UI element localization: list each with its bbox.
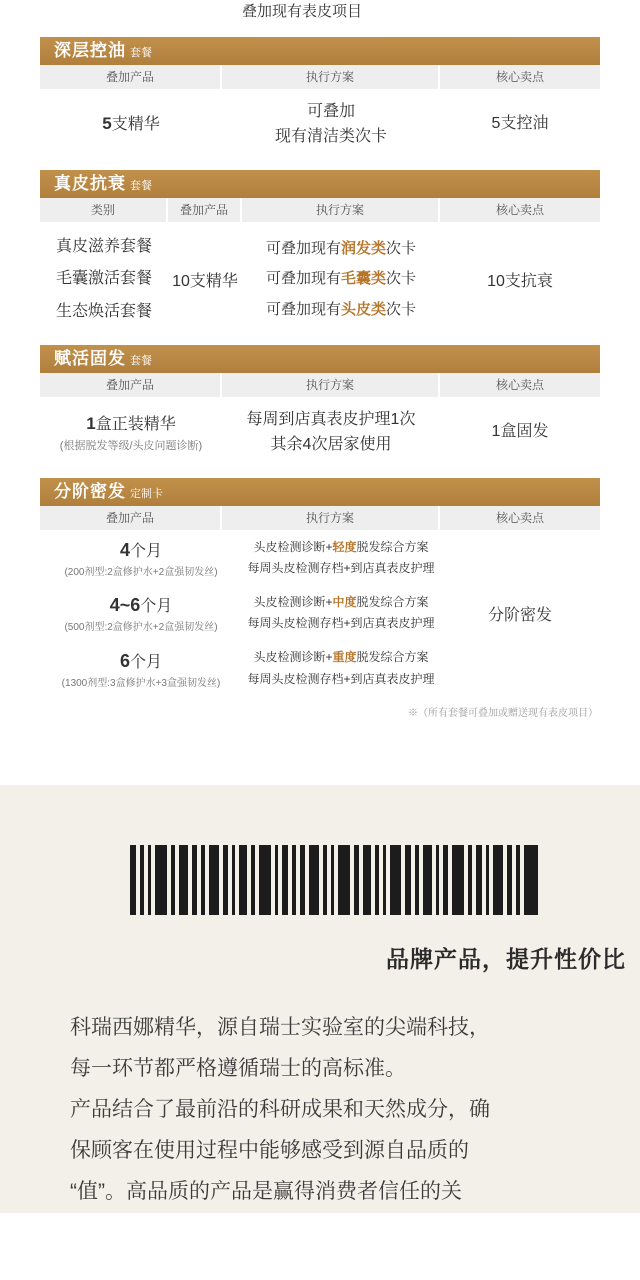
plan-highlight: 轻度 — [332, 539, 357, 554]
header-cell-plan: 执行方案 — [222, 373, 440, 397]
stage-number: 4~6 — [109, 595, 141, 616]
plan-highlight: 头皮类 — [340, 301, 386, 319]
stage-list — [40, 531, 440, 697]
barcode-bar — [375, 845, 379, 915]
stage-item — [40, 586, 440, 641]
brand-paragraph-line: 保顾客在使用过程中能够感受到源自品质的 — [70, 1138, 469, 1162]
header-cell-selling: 核心卖点 — [495, 202, 544, 217]
cell-categories — [40, 231, 168, 329]
package-title: 深层控油 — [54, 41, 126, 60]
stage-duration — [40, 593, 242, 633]
product-unit: 支精华 — [111, 116, 160, 134]
barcode-bar — [292, 845, 296, 915]
stage-duration-text — [40, 538, 242, 561]
table-row — [40, 531, 600, 697]
plan-item — [242, 295, 440, 326]
brand-body — [0, 974, 640, 1213]
table-footnote: ※（所有套餐可叠加或赠送现有表皮项目） — [408, 708, 598, 720]
stage-plan — [242, 537, 440, 580]
barcode-bar — [383, 845, 386, 915]
plan-suffix: 次卡 — [386, 239, 417, 257]
stage-note: (500剂型:2盒修护水+2盒强韧发丝) — [64, 622, 218, 634]
barcode-bar — [423, 845, 432, 915]
barcode-bar — [363, 845, 371, 915]
package-title-sub: 套餐 — [130, 179, 152, 192]
barcode-bar — [405, 845, 411, 915]
stage-plan — [242, 592, 440, 635]
barcode-bar — [259, 845, 271, 915]
barcode-bar — [323, 845, 327, 915]
package-revitalize-hair — [40, 345, 600, 468]
package-dermis-anti-aging — [40, 170, 600, 335]
barcode-bar — [354, 845, 359, 915]
plan-suffix: 脱发综合方案 — [356, 539, 429, 554]
plan-highlight: 中度 — [332, 594, 357, 609]
package-title-bar — [40, 478, 600, 506]
barcode-bar — [436, 845, 439, 915]
package-title-sub: 定制卡 — [130, 487, 163, 500]
package-deep-oil-control — [40, 37, 600, 160]
table-header-row — [40, 198, 600, 223]
stage-plan-line-1 — [242, 592, 440, 614]
table-header-row — [40, 506, 600, 531]
brand-section — [0, 785, 640, 1213]
stage-duration — [40, 538, 242, 578]
barcode-bar — [390, 845, 401, 915]
brand-paragraph-line: 产品结合了最前沿的科研成果和天然成分，确 — [70, 1098, 490, 1122]
plan-prefix: 可叠加现有 — [265, 270, 341, 288]
barcode-bar — [452, 845, 464, 915]
plan-suffix: 脱发综合方案 — [356, 649, 429, 664]
barcode-bar — [275, 845, 278, 915]
plan-line-1: 每周到店真表皮护理1次 — [246, 410, 416, 428]
stage-unit: 个月 — [130, 543, 163, 561]
package-title-bar — [40, 345, 600, 373]
category-item: 真皮滋养套餐 — [55, 237, 152, 255]
package-staged-density — [40, 478, 600, 720]
stage-plan-line-1 — [242, 647, 440, 669]
barcode-bar — [209, 845, 219, 915]
stage-item — [40, 531, 440, 586]
barcode-bar — [192, 845, 197, 915]
barcode-bar — [130, 845, 136, 915]
barcode-bar — [223, 845, 228, 915]
partial-cell-3 — [412, 0, 560, 21]
cell-plans — [242, 234, 440, 326]
barcode-bar — [201, 845, 205, 915]
stage-duration-text — [40, 593, 242, 616]
header-cell-product: 叠加产品 — [40, 373, 222, 397]
brand-paragraph-line: 科瑞西娜精华，源自瑞士实验室的尖端科技， — [70, 1016, 490, 1040]
header-cell-product: 叠加产品 — [40, 506, 222, 530]
stage-duration — [40, 649, 242, 689]
plan-highlight: 毛囊类 — [340, 270, 386, 288]
barcode-bar — [239, 845, 247, 915]
barcode-bar — [179, 845, 188, 915]
table-header-row — [40, 65, 600, 90]
barcode-bar — [282, 845, 288, 915]
barcode-bar — [415, 845, 419, 915]
cell-selling: 分阶密发 — [487, 606, 552, 624]
header-cell-product: 叠加产品 — [168, 198, 242, 222]
category-item: 生态焕活套餐 — [55, 303, 152, 321]
brand-heading: 品牌产品，提升性价比 — [386, 946, 626, 973]
plan-line-2: 其余4次居家使用 — [270, 435, 392, 453]
stage-unit: 个月 — [140, 598, 173, 616]
table-row — [40, 90, 600, 160]
barcode-bar — [507, 845, 512, 915]
stage-plan-line-2: 每周头皮检测存档+到店真表皮护理 — [247, 616, 435, 631]
cell-plan — [222, 100, 440, 150]
plan-item — [242, 234, 440, 265]
header-cell-plan: 执行方案 — [222, 506, 440, 530]
stage-duration-text — [40, 649, 242, 672]
brand-paragraph-line: 每一环节都严格遵循瑞士的高标准。 — [70, 1057, 406, 1081]
plan-highlight: 润发类 — [340, 239, 386, 257]
barcode-bar — [155, 845, 167, 915]
plan-line-1: 可叠加 — [306, 103, 355, 120]
package-title: 真皮抗衰 — [54, 173, 126, 193]
product-line — [40, 411, 222, 438]
package-title-sub: 套餐 — [130, 47, 152, 59]
stage-number: 6 — [119, 650, 130, 671]
plan-suffix: 脱发综合方案 — [356, 594, 429, 609]
plan-suffix: 次卡 — [386, 301, 417, 319]
stage-plan — [242, 647, 440, 690]
cell-product — [168, 268, 242, 291]
barcode-bar — [524, 845, 538, 915]
barcode-bar — [516, 845, 520, 915]
product-number: 1 — [86, 413, 96, 433]
plan-suffix: 次卡 — [386, 270, 417, 288]
barcode-bar — [171, 845, 175, 915]
product-note: (根据脱发等级/头皮问题诊断) — [59, 439, 203, 452]
barcode-bar — [338, 845, 350, 915]
cell-product — [40, 111, 222, 138]
category-item: 毛囊激活套餐 — [55, 270, 152, 288]
partial-cell-2: 叠加现有表皮项目 — [241, 3, 362, 20]
product-unit: 盒正装精华 — [95, 415, 176, 433]
plan-prefix: 头皮检测诊断+ — [253, 649, 333, 664]
product-unit: 支精华 — [189, 273, 238, 291]
barcode-bar — [476, 845, 482, 915]
table-row — [40, 398, 600, 468]
barcode-bar — [232, 845, 235, 915]
package-title-bar — [40, 170, 600, 198]
header-cell-product: 叠加产品 — [40, 65, 222, 89]
header-cell-plan: 执行方案 — [242, 198, 440, 222]
plan-prefix: 头皮检测诊断+ — [253, 539, 333, 554]
stage-plan-line-2: 每周头皮检测存档+到店真表皮护理 — [247, 671, 435, 686]
table-header-row — [40, 373, 600, 398]
plan-item — [242, 264, 440, 295]
barcode-bar — [309, 845, 319, 915]
product-number: 10 — [172, 273, 190, 291]
header-cell-selling: 核心卖点 — [495, 510, 544, 525]
barcode-bar — [148, 845, 151, 915]
header-cell-selling: 核心卖点 — [495, 377, 544, 392]
stage-plan-line-1 — [242, 537, 440, 559]
partial-top-row — [40, 0, 600, 27]
plan-prefix: 可叠加现有 — [265, 239, 341, 257]
barcode-bar — [486, 845, 489, 915]
package-title-bar — [40, 37, 600, 65]
plan-prefix: 头皮检测诊断+ — [253, 594, 333, 609]
stage-plan-line-2: 每周头皮检测存档+到店真表皮护理 — [247, 561, 435, 576]
barcode-bar — [251, 845, 255, 915]
stage-note: (200剂型:2盒修护水+2盒强韧发丝) — [64, 567, 218, 579]
partial-cell-1 — [40, 0, 192, 21]
barcode-bar — [140, 845, 144, 915]
brand-paragraph-line: “值”。高品质的产品是赢得消费者信任的关 — [70, 1179, 462, 1203]
product-number: 5 — [102, 114, 112, 134]
plan-highlight: 重度 — [332, 649, 357, 664]
header-cell-plan: 执行方案 — [222, 65, 440, 89]
header-cell-category: 类别 — [40, 198, 168, 222]
barcode-bar — [443, 845, 448, 915]
stage-note: (1300剂型:3盒修护水+3盒强韧发丝) — [61, 677, 221, 689]
barcode-bar — [300, 845, 305, 915]
stage-number: 4 — [119, 540, 130, 561]
barcode-bar — [331, 845, 334, 915]
cell-plan — [222, 408, 440, 458]
package-title: 分阶密发 — [54, 481, 126, 501]
cell-selling: 1盒固发 — [491, 423, 549, 441]
stage-unit: 个月 — [130, 653, 163, 671]
barcode-bar — [493, 845, 503, 915]
cell-product — [40, 411, 222, 455]
package-title: 赋活固发 — [54, 348, 126, 368]
package-title-sub: 套餐 — [130, 354, 152, 367]
plan-prefix: 可叠加现有 — [265, 301, 341, 319]
cell-selling: 10支抗衰 — [487, 273, 553, 291]
header-cell-selling: 核心卖点 — [495, 70, 544, 84]
section-gap — [0, 719, 640, 785]
plan-line-2: 现有清洁类次卡 — [274, 127, 387, 145]
cell-selling: 5支控油 — [491, 115, 549, 133]
barcode-graphic — [130, 845, 640, 915]
stage-item — [40, 641, 440, 696]
barcode-bar — [468, 845, 472, 915]
table-row — [40, 223, 600, 335]
